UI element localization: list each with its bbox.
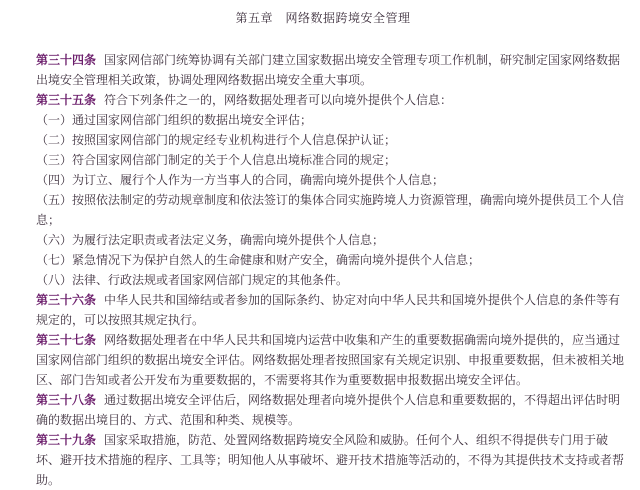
article-35-paragraph-2: [18, 290, 628, 330]
article-39: [18, 430, 628, 490]
article-label: 第三十四条: [36, 53, 97, 67]
list-item: （四）为订立、履行个人作为一方当事人的合同，确需向境外提供个人信息；: [36, 173, 445, 187]
article-34: [18, 50, 628, 90]
list-item: （一）通过国家网信部门组织的数据出境安全评估；: [36, 113, 313, 127]
article-text: 国家采取措施，防范、处置网络数据跨境安全风险和威胁。任何个人、组织不得提供专门用于破坏、避开技术措施的程序、工具等；明知他人从事破坏、避开技术措施等活动的，不得为其提供技术支持或者帮助。: [36, 433, 625, 487]
article-text: 中华人民共和国缔结或者参加的国际条约、协定对向中华人民共和国境外提供个人信息的条件等有规定的，可以按照其规定执行。: [36, 293, 621, 327]
list-item: （八）法律、行政法规或者国家网信部门规定的其他条件。: [36, 273, 349, 287]
article-label: 第三十六条: [36, 293, 97, 307]
article-35: [18, 90, 628, 110]
list-item: （三）符合国家网信部门制定的关于个人信息出境标准合同的规定；: [36, 153, 397, 167]
list-item: （二）按照国家网信部门的规定经专业机构进行个人信息保护认证；: [36, 133, 397, 147]
article-text: 网络数据处理者在中华人民共和国境内运营中收集和产生的重要数据确需向境外提供的，应当通过国家网信部门组织的数据出境安全评估。网络数据处理者按照国家有关规定识别、申报重要数据，但未被相关地区、部门告知或者公开发布为重要数据的，不需要将其作为重要数据申报数据出境安全评估。: [36, 333, 625, 387]
article-text: 国家网信部门统筹协调有关部门建立国家数据出境安全管理专项工作机制，研究制定国家网络数据出境安全管理相关政策，协调处理网络数据出境安全重大事项。: [36, 53, 621, 87]
article-text: 符合下列条件之一的，网络数据处理者可以向境外提供个人信息：: [104, 93, 453, 107]
chapter-title: 第五章 网络数据跨境安全管理: [235, 11, 411, 25]
article-label: 第三十七条: [36, 333, 97, 347]
article-label: 第三十八条: [36, 393, 97, 407]
list-item: （七）紧急情况下为保护自然人的生命健康和财产安全，确需向境外提供个人信息；: [36, 253, 481, 267]
article-text: 通过数据出境安全评估后，网络数据处理者向境外提供个人信息和重要数据的，不得超出评估时明确的数据出境目的、方式、范围和种类、规模等。: [36, 393, 621, 427]
article-label: 第三十五条: [36, 93, 97, 107]
list-item: （六）为履行法定职责或者法定义务，确需向境外提供个人信息；: [36, 233, 385, 247]
article-label: 第三十九条: [36, 433, 97, 447]
list-item: （五）按照依法制定的劳动规章制度和依法签订的集体合同实施跨境人力资源管理，确需向境外提供员工个人信息；: [36, 193, 625, 227]
article-38: [18, 390, 628, 430]
article-37: [18, 330, 628, 390]
